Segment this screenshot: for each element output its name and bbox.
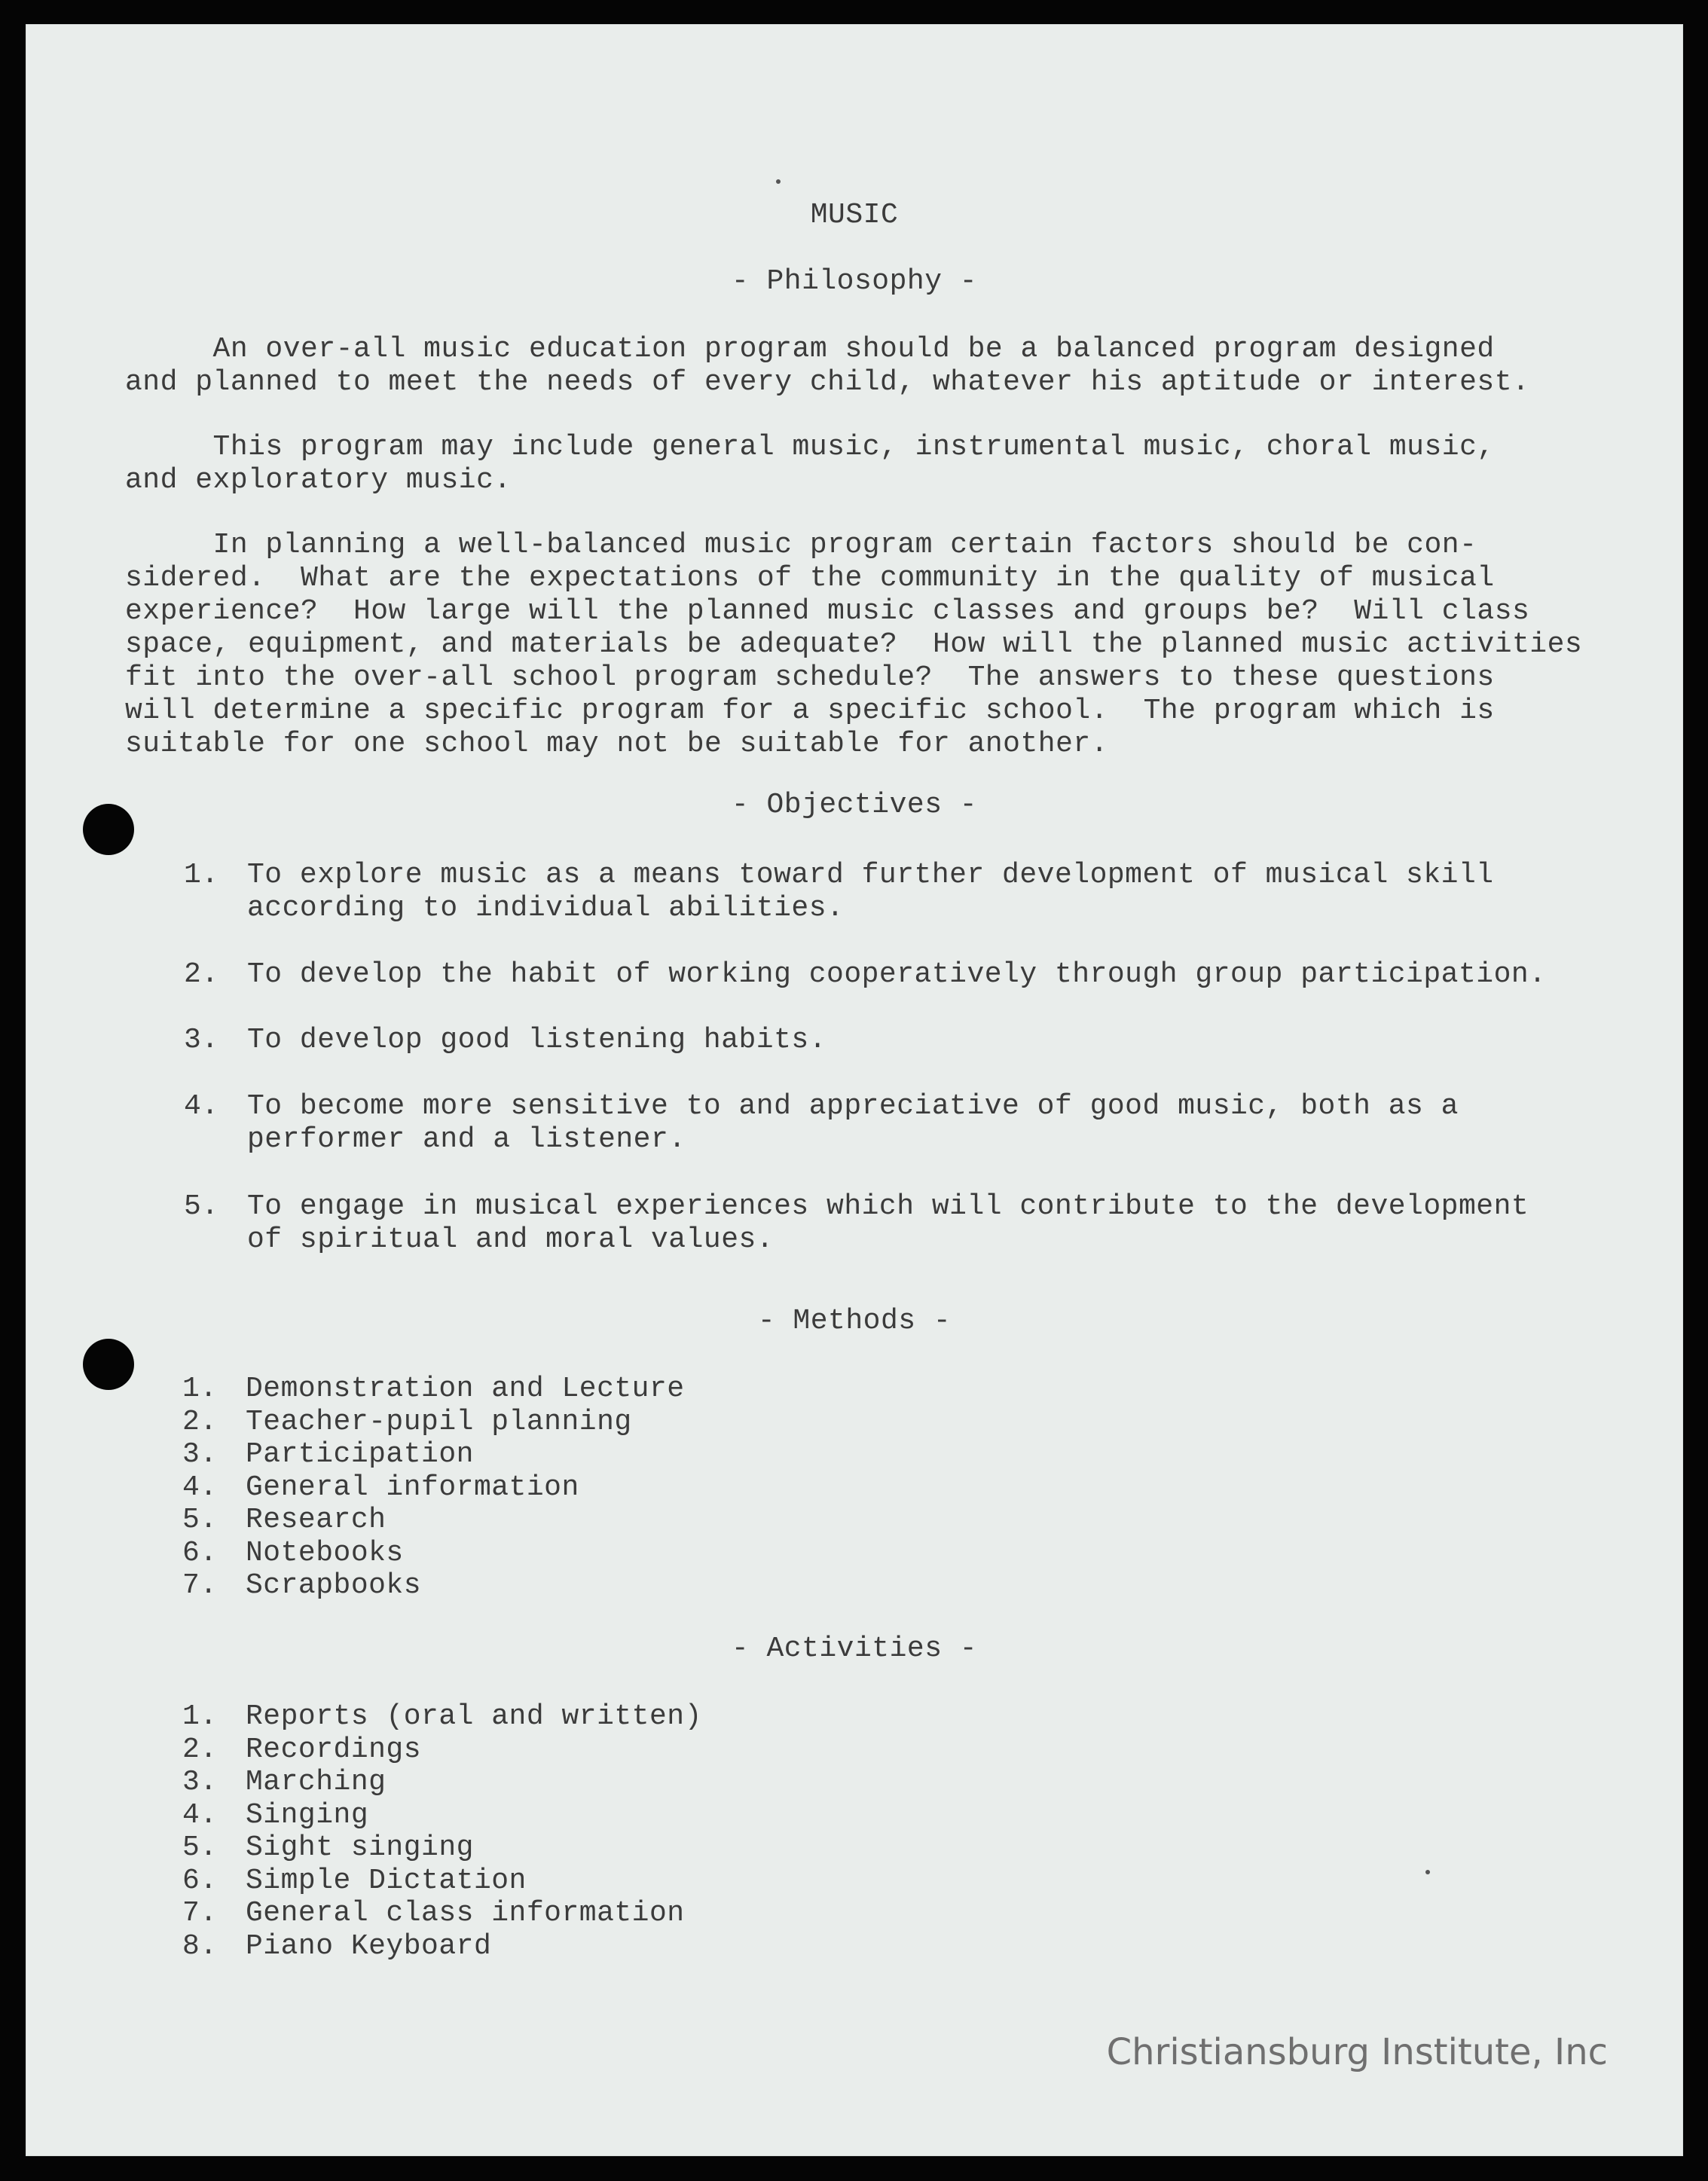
list-item xyxy=(182,1438,685,1471)
item-number: 2. xyxy=(182,1405,218,1438)
list-item xyxy=(182,1569,685,1602)
objective-text: To develop good listening habits. xyxy=(247,1024,827,1056)
item-text: Scrapbooks xyxy=(246,1569,422,1602)
item-number: 5. xyxy=(182,1504,218,1536)
item-text: Reports (oral and written) xyxy=(246,1700,702,1733)
list-item xyxy=(182,1373,685,1406)
item-number: 1. xyxy=(182,1700,218,1733)
philosophy-paragraph-1 xyxy=(125,333,1530,399)
list-item xyxy=(182,1865,702,1898)
objective-number: 3. xyxy=(184,1024,219,1056)
punch-hole-icon xyxy=(83,1339,134,1390)
item-text: Marching xyxy=(246,1766,387,1798)
objective-number: 2. xyxy=(184,958,219,991)
item-number: 3. xyxy=(182,1766,218,1798)
methods-list xyxy=(182,1373,685,1602)
list-item xyxy=(182,1897,702,1930)
paragraph-text: An over-all music education program should be a balanced program designed and planned to meet the needs of every child, whatever his aptitude or interest. xyxy=(125,333,1530,399)
methods-heading: - Methods - xyxy=(757,1305,952,1337)
philosophy-paragraph-2 xyxy=(125,431,1495,497)
activities-heading: - Activities - xyxy=(731,1633,978,1665)
list-item xyxy=(182,1766,702,1799)
objective-text: To engage in musical experiences which will contribute to the development of spiritual and moral values. xyxy=(247,1190,1529,1256)
item-text: Sight singing xyxy=(246,1831,474,1864)
list-item xyxy=(182,1406,685,1439)
item-text: Piano Keyboard xyxy=(246,1929,492,1963)
list-item xyxy=(182,1537,685,1570)
item-text: General class information xyxy=(246,1897,685,1929)
item-number: 8. xyxy=(182,1929,218,1963)
item-number: 5. xyxy=(182,1831,218,1864)
archive-watermark: Christiansburg Institute, Inc xyxy=(1106,2031,1608,2073)
item-number: 4. xyxy=(182,1798,218,1831)
list-item xyxy=(182,1799,702,1832)
list-item xyxy=(182,1700,702,1733)
objective-text: To become more sensitive to and appreciative of good music, both as a performer and a listener. xyxy=(247,1090,1459,1156)
item-number: 3. xyxy=(182,1438,218,1471)
objective-text: To explore music as a means toward further development of musical skill according to individual abilities. xyxy=(247,859,1494,924)
list-item xyxy=(182,1471,685,1504)
objective-number: 4. xyxy=(184,1090,219,1123)
document-page xyxy=(26,24,1683,2156)
item-text: Singing xyxy=(246,1798,369,1831)
list-item xyxy=(182,1504,685,1537)
page-title: MUSIC xyxy=(810,199,899,231)
paragraph-text: This program may include general music, instrumental music, choral music, and exploratory music. xyxy=(125,431,1495,496)
list-item xyxy=(182,1831,702,1865)
item-number: 7. xyxy=(182,1569,218,1602)
item-number: 6. xyxy=(182,1864,218,1897)
item-number: 6. xyxy=(182,1536,218,1569)
item-text: Recordings xyxy=(246,1733,422,1766)
item-text: Teacher-pupil planning xyxy=(246,1405,632,1438)
ink-speck xyxy=(776,179,781,184)
ink-speck xyxy=(1425,1870,1430,1874)
item-number: 7. xyxy=(182,1897,218,1929)
item-text: Demonstration and Lecture xyxy=(246,1373,685,1405)
paragraph-text: In planning a well-balanced music program certain factors should be con- sidered. What are the expectations of the community in the quality of musical experience? How large will the planned music classes and groups be? Will class space, equipment, and materials be adequate? How will the planned music activities fit into the over-all school program schedule? The answers to these questions will determine a specific program for a specific school. The program which is suitable for one school may not be suitable for another. xyxy=(125,529,1583,760)
list-item xyxy=(182,1733,702,1767)
list-item xyxy=(182,1930,702,1963)
item-number: 1. xyxy=(182,1373,218,1405)
objective-number: 5. xyxy=(184,1190,219,1223)
philosophy-paragraph-3 xyxy=(125,529,1583,761)
item-text: Research xyxy=(246,1504,387,1536)
objectives-heading: - Objectives - xyxy=(731,789,978,821)
item-text: General information xyxy=(246,1471,579,1504)
activities-list xyxy=(182,1700,702,1963)
item-number: 2. xyxy=(182,1733,218,1766)
item-text: Participation xyxy=(246,1438,474,1471)
objective-number: 1. xyxy=(184,859,219,891)
objective-text: To develop the habit of working cooperatively through group participation. xyxy=(247,958,1547,991)
philosophy-heading: - Philosophy - xyxy=(731,265,978,298)
item-text: Notebooks xyxy=(246,1536,404,1569)
item-text: Simple Dictation xyxy=(246,1864,527,1897)
item-number: 4. xyxy=(182,1471,218,1504)
